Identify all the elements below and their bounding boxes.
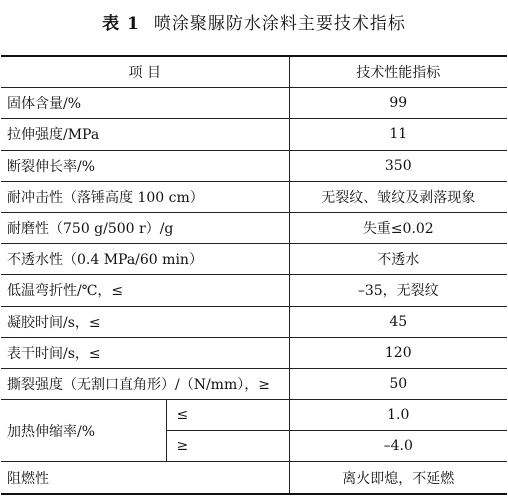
row-value: –35，无裂纹 (289, 275, 507, 306)
row-item: 固体含量/% (1, 88, 289, 119)
row-item: 拉伸强度/MPa (1, 119, 289, 150)
table-caption (0, 6, 508, 36)
row-item: 阻燃性 (1, 462, 289, 494)
row-value: 50 (289, 368, 507, 399)
row-value: 失重≤0.02 (289, 212, 507, 243)
header-item: 项 目 (1, 56, 289, 88)
row-value: 350 (289, 150, 507, 181)
row-item: 不透水性（0.4 MPa/60 min） (1, 244, 289, 275)
row-item: 凝胶时间/s，≤ (1, 306, 289, 337)
row-item: 断裂伸长率/% (1, 150, 289, 181)
row-item: 低温弯折性/℃，≤ (1, 275, 289, 306)
table-row (1, 400, 507, 431)
table-row (1, 462, 507, 494)
row-value: 99 (289, 88, 507, 119)
row-value: 120 (289, 337, 507, 368)
row-value: 11 (289, 119, 507, 150)
row-value: 不透水 (289, 244, 507, 275)
table-row (1, 244, 507, 275)
row-value: 无裂纹、皱纹及剥落现象 (289, 181, 507, 212)
table-title: 喷涂聚脲防水涂料主要技术指标 (153, 13, 406, 34)
technical-index-table (1, 55, 507, 495)
row-condition: ≤ (166, 400, 289, 431)
table-row (1, 119, 507, 150)
table-row (1, 368, 507, 399)
table-row (1, 150, 507, 181)
table-row (1, 212, 507, 243)
header-value: 技术性能指标 (289, 56, 507, 88)
table-row (1, 275, 507, 306)
header-row (1, 56, 507, 88)
table-number: 表 1 (102, 13, 140, 34)
row-value: 离火即熄，不延燃 (289, 462, 507, 494)
table-row (1, 181, 507, 212)
row-item: 耐磨性（750 g/500 r）/g (1, 212, 289, 243)
table-row (1, 337, 507, 368)
row-value: 45 (289, 306, 507, 337)
table-row (1, 88, 507, 119)
row-value: –4.0 (289, 431, 507, 462)
row-item: 耐冲击性（落锤高度 100 cm） (1, 181, 289, 212)
row-item-heat-shrinkage: 加热伸缩率/% (1, 400, 166, 462)
row-condition: ≥ (166, 431, 289, 462)
row-value: 1.0 (289, 400, 507, 431)
row-item: 表干时间/s，≤ (1, 337, 289, 368)
table-row (1, 306, 507, 337)
row-item: 撕裂强度（无割口直角形）/（N/mm），≥ (1, 368, 289, 399)
